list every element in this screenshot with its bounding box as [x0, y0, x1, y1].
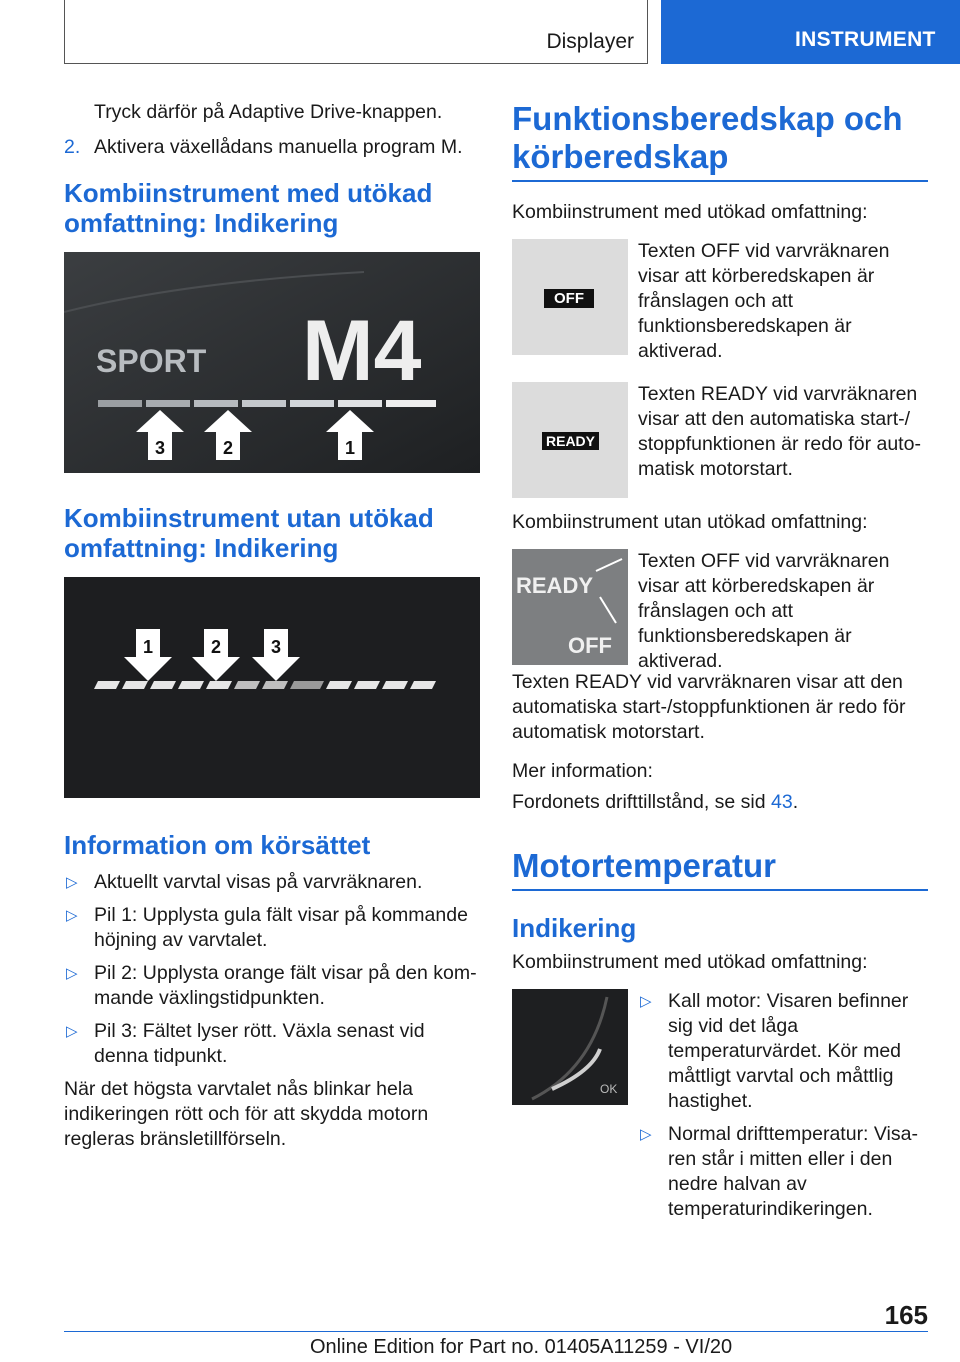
rev-limit-paragraph: När det högsta varvtalet nås blinkar hela indikeringen rött och för att skydda motorn regleras bränsletillförseln. — [64, 1078, 429, 1150]
off-indicator-row — [512, 239, 928, 364]
ext-label: Kombiinstrument med utökad omfattning: — [512, 201, 868, 223]
bullet-item: ▷ Aktuellt varvtal visas på varvräknaren. — [66, 871, 423, 893]
temp-bullets — [638, 989, 928, 1230]
heading-readiness: Funktionsberedskap och körberedskap — [512, 100, 928, 182]
step-text: Aktivera växellådans manuella program M. — [94, 136, 463, 158]
bullet-triangle-icon: ▷ — [66, 907, 78, 924]
step-continued: Tryck därför på Adaptive Drive-knappen. — [94, 101, 443, 123]
heading-engine-temp: Motortemperatur — [512, 847, 928, 891]
step-2 — [64, 135, 480, 160]
temp-gauge-image — [512, 989, 628, 1105]
sport-label: SPORT — [96, 343, 207, 379]
cross-reference: Fordonets drifttillstånd, se sid 43. — [512, 791, 799, 813]
ready-description: Texten READY vid varvräknaren visar att den automatiska start-/ stoppfunktionen är redo för automatisk motorstart. — [638, 383, 921, 480]
bullet-triangle-icon: ▷ — [66, 874, 78, 891]
more-info-label: Mer information: — [512, 760, 653, 782]
left-column — [64, 100, 480, 1162]
svg-text:1: 1 — [344, 438, 356, 458]
gauge-illustration — [512, 549, 628, 665]
basic-gauge-row — [512, 549, 928, 674]
basic-label: Kombiinstrument utan utökad omfattning: — [512, 511, 868, 533]
off-description: Texten OFF vid varvräknaren visar att körberedskapen är frånslagen och att funktionsberedskapen är aktiverad. — [638, 240, 890, 362]
gauge-image — [512, 549, 628, 665]
cluster-image-extended — [64, 252, 480, 473]
bullet-item: ▷ Pil 1: Upplysta gula fält visar på kommande höjning av varvtalet. — [66, 904, 468, 951]
footer-divider — [64, 1331, 928, 1332]
temp-label: Kombiinstrument med utökad omfattning: — [512, 951, 868, 973]
svg-text:2: 2 — [222, 438, 234, 458]
basic-off-description: Texten OFF vid varvräknaren visar att körberedskapen är frånslagen och att funktionsberedskapen är aktiverad. — [638, 550, 890, 672]
svg-text:3: 3 — [154, 438, 166, 458]
section-title: Displayer — [546, 30, 634, 53]
heading-drive-mode-info: Information om körsättet — [64, 830, 371, 860]
edition-footer: Online Edition for Part no. 01405A11259 - VI/20 — [310, 1336, 733, 1358]
svg-text:1: 1 — [142, 637, 154, 657]
gauge-off-label: OFF — [568, 633, 612, 658]
svg-text:3: 3 — [270, 637, 282, 657]
ready-indicator-row — [512, 382, 928, 498]
bullet-triangle-icon: ▷ — [66, 965, 78, 982]
bullet-triangle-icon: ▷ — [640, 993, 652, 1010]
svg-text:2: 2 — [210, 637, 222, 657]
gauge-ready-label: READY — [516, 573, 594, 598]
off-badge: OFF — [544, 289, 594, 308]
bullet-item: ▷ Normal drifttemperatur: Visaren står i mitten eller i den nedre halvan av temperaturindikeringen. — [640, 1123, 918, 1220]
bullet-item: ▷ Kall motor: Visaren befinner sig vid det låga temperaturvärdet. Kör med måttligt varvtal och måttlig hastighet. — [640, 990, 909, 1112]
page-number: 165 — [884, 1300, 928, 1330]
bullet-item: ▷ Pil 3: Fältet lyser rött. Växla senast vid denna tidpunkt. — [66, 1020, 425, 1067]
temp-gauge-row — [512, 989, 928, 1230]
right-column — [512, 100, 928, 1240]
basic-ready-description: Texten READY vid varvräknaren visar att den automatiska start-/stoppfunktionen är redo för automatisk motorstart. — [512, 671, 906, 743]
page-ref-link[interactable]: 43 — [771, 791, 793, 813]
heading-basic-display: Kombiinstrument utan utökad omfattning: Indikering — [64, 503, 434, 563]
step-number: 2. — [64, 136, 81, 158]
temp-gauge-illustration — [512, 989, 628, 1105]
cluster-illustration — [64, 252, 480, 473]
cluster-illustration-basic — [64, 577, 480, 798]
temp-ok-label: OK — [600, 1082, 618, 1096]
bullet-item: ▷ Pil 2: Upplysta orange fält visar på den kommande växlingstidpunkten. — [66, 962, 477, 1009]
gear-m4-label: M4 — [302, 303, 422, 399]
cluster-image-basic — [64, 577, 480, 798]
off-indicator-image — [512, 239, 628, 355]
chapter-tab[interactable]: INSTRUMENT — [661, 0, 960, 64]
ready-badge: READY — [542, 432, 599, 450]
bullet-triangle-icon: ▷ — [640, 1126, 652, 1143]
bullet-triangle-icon: ▷ — [66, 1023, 78, 1040]
heading-indication: Indikering — [512, 913, 637, 943]
ready-indicator-image — [512, 382, 628, 498]
heading-extended-display: Kombiinstrument med utökad omfattning: Indikering — [64, 178, 433, 238]
